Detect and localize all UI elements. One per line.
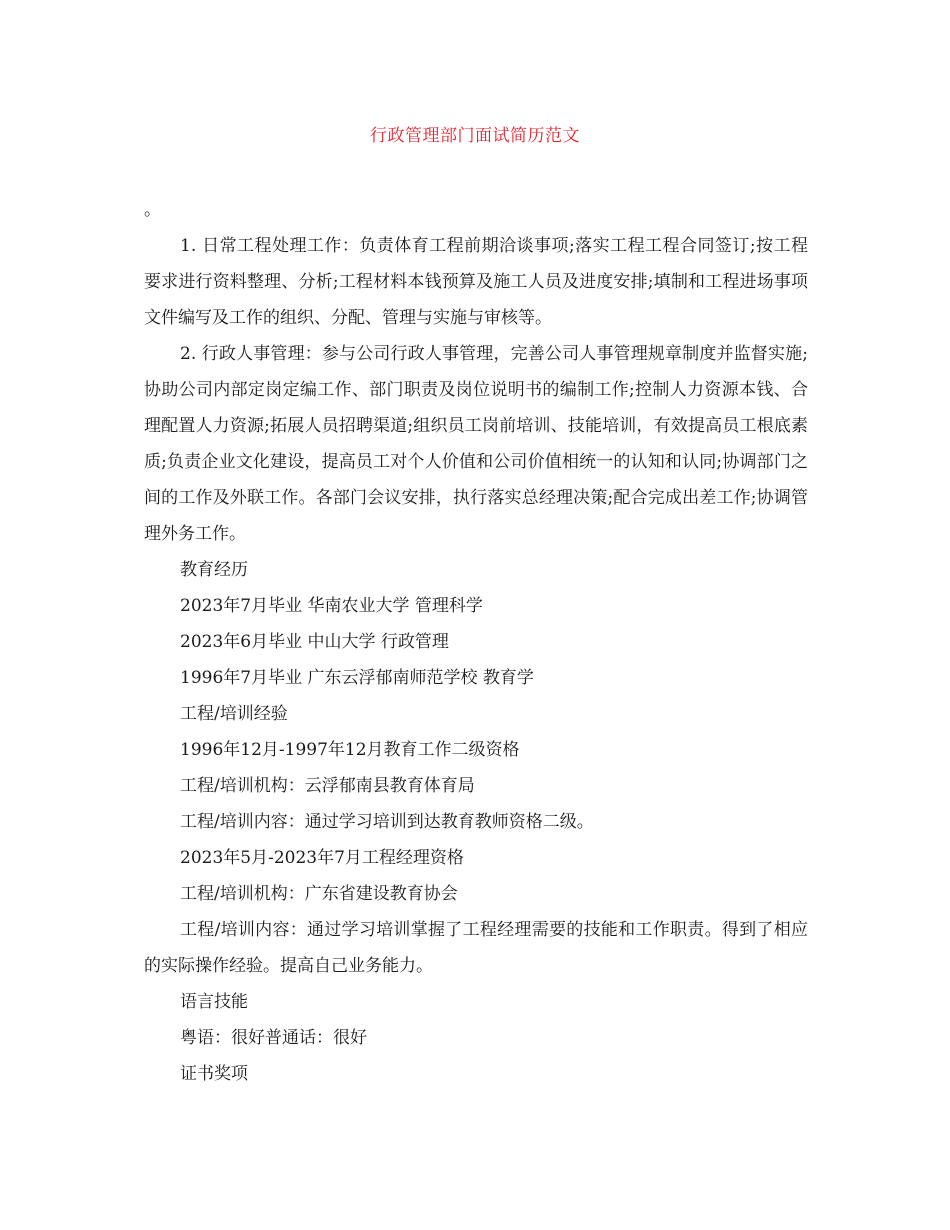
section-heading-language: 语言技能: [180, 992, 248, 1012]
training-item-1-content: 工程/培训内容：通过学习培训到达教育教师资格二级。: [180, 812, 594, 832]
section-heading-training: 工程/培训经验: [180, 704, 288, 724]
education-item-3: 1996年7月毕业 广东云浮郁南师范学校 教育学: [180, 668, 534, 688]
document-body: [144, 198, 808, 1092]
section-heading-certificates: 证书奖项: [180, 1064, 248, 1084]
lead-punctuation: 。: [144, 200, 161, 220]
education-item-2: 2023年6月毕业 中山大学 行政管理: [180, 632, 449, 652]
training-item-2-org: 工程/培训机构：广东省建设教育协会: [180, 884, 458, 904]
paragraph-daily-work: 1. 日常工程处理工作：负责体育工程前期洽谈事项;落实工程工程合同签订;按工程要求进行资料整理、分析;工程材料本钱预算及施工人员及进度安排;填制和工程进场事项文件编写及工作的组织、分配、管理与实施与审核等。: [144, 236, 808, 328]
paragraph-hr-admin: 2. 行政人事管理：参与公司行政人事管理，完善公司人事管理规章制度并监督实施;协助公司内部定岗定编工作、部门职责及岗位说明书的编制工作;控制人力资源本钱、合理配置人力资源;拓展人员招聘渠道;组织员工岗前培训、技能培训，有效提高员工根底素质;负责企业文化建设，提高员工对个人价值和公司价值相统一的认知和认同;协调部门之间的工作及外联工作。各部门会议安排，执行落实总经理决策;配合完成出差工作;协调管理外务工作。: [144, 344, 808, 544]
document-title: 行政管理部门面试简历范文: [370, 126, 580, 146]
section-heading-education: 教育经历: [180, 560, 248, 580]
language-skills: 粤语：很好普通话：很好: [180, 1028, 367, 1048]
education-item-1: 2023年7月毕业 华南农业大学 管理科学: [180, 596, 483, 616]
training-item-1-title: 1996年12月-1997年12月教育工作二级资格: [180, 740, 520, 760]
training-item-1-org: 工程/培训机构：云浮郁南县教育体育局: [180, 776, 475, 796]
training-item-2-title: 2023年5月-2023年7月工程经理资格: [180, 848, 464, 868]
training-item-2-content: 工程/培训内容：通过学习培训掌握了工程经理需要的技能和工作职责。得到了相应的实际操作经验。提高自己业务能力。: [144, 920, 808, 976]
